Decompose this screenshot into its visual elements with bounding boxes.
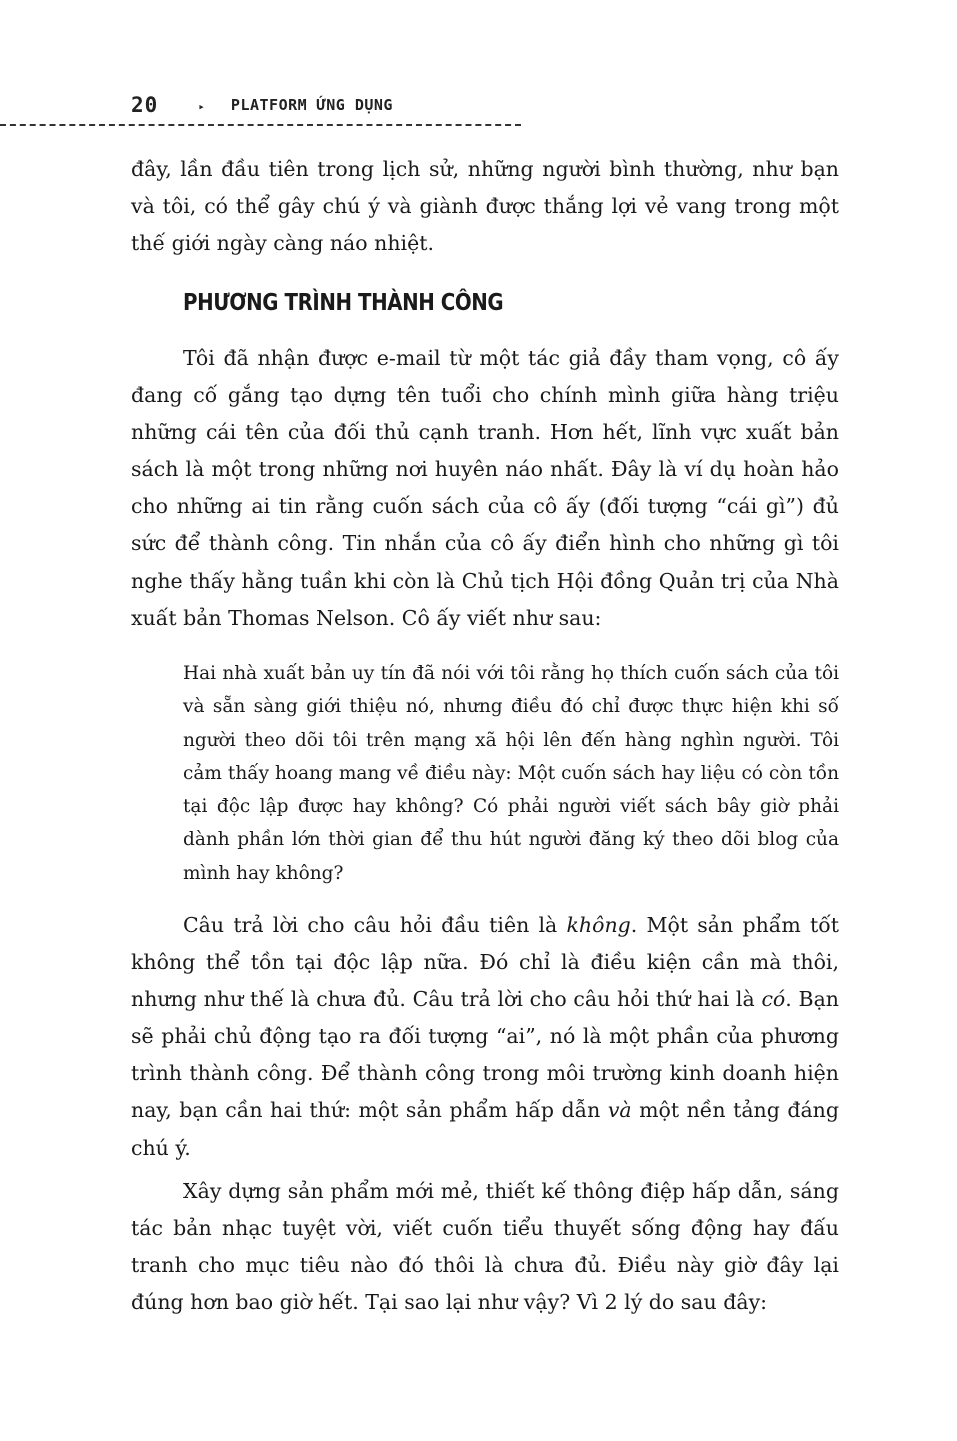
intro-paragraph: đây, lần đầu tiên trong lịch sử, những người bình thường, như bạn và tôi, có thể gây chú ý và giành được thắng lợi vẻ vang trong một thế giới ngày càng náo nhiệt. (131, 157, 839, 256)
answer-emphasis-no: không (566, 913, 631, 937)
paragraph-answer (131, 907, 839, 1167)
paragraph-block-1 (131, 340, 839, 637)
block-quote (183, 657, 839, 890)
running-header (131, 90, 393, 120)
paragraph-reasons: Xây dựng sản phẩm mới mẻ, thiết kế thông điệp hấp dẫn, sáng tác bản nhạc tuyệt vời, viết cuốn tiểu thuyết sống động hay đấu tranh cho mục tiêu nào đó thôi là chưa đủ. Điều này giờ đây lại đúng hơn bao giờ hết. Tại sao lại như vậy? Vì 2 lý do sau đây: (131, 1179, 839, 1315)
answer-text-4: một nền tảng đáng chú ý. (131, 1098, 840, 1160)
paragraph-email-intro: Tôi đã nhận được e-mail từ một tác giả đầy tham vọng, cô ấy đang cố gắng tạo dựng tên tuổi cho chính mình giữa hàng triệu những cái tên của đối thủ cạnh tranh. Hơn hết, lĩnh vực xuất bản sách là một trong những nơi huyên náo nhất. Đây là ví dụ hoàn hảo cho những ai tin rằng cuốn sách của cô ấy (đối tượng “cái gì”) đủ sức để thành công. Tin nhắn của cô ấy điển hình cho những gì tôi nghe thấy hằng tuần khi còn là Chủ tịch Hội đồng Quản trị của Nhà xuất bản Thomas Nelson. Cô ấy viết như sau: (131, 346, 839, 630)
answer-text-3: . Bạn sẽ phải chủ động tạo ra đối tượng “ai”, nó là một phần của phương trình thành công. Để thành công trong môi trường kinh doanh hiện nay, bạn cần hai thứ: một sản phẩm hấp dẫn (131, 987, 839, 1123)
answer-text-1: Câu trả lời cho câu hỏi đầu tiên là (183, 913, 567, 937)
section-heading: PHƯƠNG TRÌNH THÀNH CÔNG (183, 290, 504, 316)
answer-text-2: . Một sản phẩm tốt không thể tồn tại độc lập nữa. Đó chỉ là điều kiện cần mà thôi, nhưng như thế là chưa đủ. Câu trả lời cho câu hỏi thứ hai là (131, 913, 839, 1012)
header-divider (0, 124, 521, 126)
paragraph-block-2 (131, 907, 839, 1167)
page-number: 20 (131, 93, 159, 117)
answer-emphasis-and: và (607, 1098, 632, 1123)
answer-emphasis-yes: có (761, 987, 786, 1012)
arrow-right-icon: ▸ (198, 99, 205, 113)
intro-paragraph-block (131, 151, 839, 262)
book-title: PLATFORM ỨNG DỤNG (230, 96, 393, 114)
quote-text: Hai nhà xuất bản uy tín đã nói với tôi rằng họ thích cuốn sách của tôi và sẵn sàng giới thiệu nó, nhưng điều đó chỉ được thực hiện khi số người theo dõi tôi trên mạng xã hội lên đến hàng nghìn người. Tôi cảm thấy hoang mang về điều này: Một cuốn sách hay liệu có còn tồn tại độc lập được hay không? Có phải người viết sách bây giờ phải dành phần lớn thời gian để thu hút người đăng ký theo dõi blog của mình hay không? (183, 663, 839, 884)
paragraph-block-3 (131, 1173, 839, 1321)
